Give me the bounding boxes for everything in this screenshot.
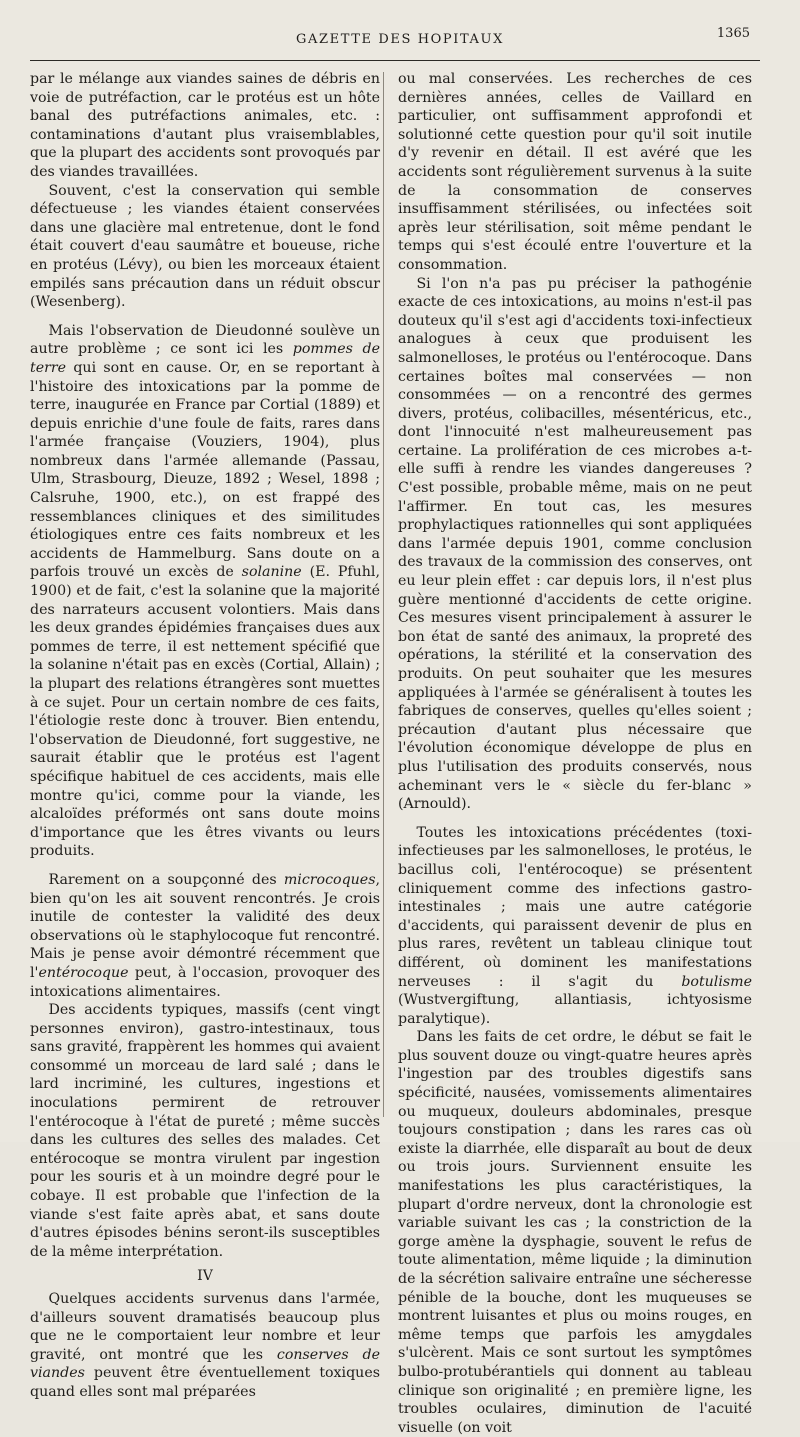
running-title: GAZETTE DES HOPITAUX: [296, 32, 504, 47]
section-heading: IV: [197, 1268, 213, 1285]
paragraph: Rarement on a soupçonné des microcoques, bien qu'on les ait souvent rencontrés. Je crois inutile de contester la validité des deux observations où le staphylocoque fut rencontré. Mais je pense avoir démontré récemment que l'entérocoque peut, à l'occasion, provoquer des intoxications alimentaires.: [30, 871, 380, 1000]
emphasis: pommes de terre: [30, 341, 380, 376]
emphasis: solanine: [241, 564, 302, 581]
paragraph: par le mélange aux viandes saines de débris en voie de putréfaction, car le protéus est un hôte banal des putréfactions animales, etc. : contaminations d'autant plus vraisemblables, que la plupart des accidents sont provoqués par des viandes travaillées.: [30, 71, 380, 180]
column-divider: [383, 72, 384, 1117]
paragraph: Souvent, c'est la conservation qui semble défectueuse ; les viandes étaient conservées dans une glacière mal entretenue, dont le fond était couvert d'eau saumâtre et boueuse, riche en protéus (Lévy), ou bien les morceaux étaient empilés sans précaution dans un réduit obscur (Wesenberg).: [30, 182, 380, 311]
page-number: 1365: [716, 26, 750, 41]
paragraph: Toutes les intoxications précédentes (toxi-infectieuses par les salmonelloses, le protéus, le bacillus coli, l'entérocoque) se présentent cliniquement comme des infections gastro-intestinales ; mais une autre catégorie d'accidents, qui paraissent devenir de plus en plus rares, revêtent un tableau clinique tout différent, où dominent les manifestations nerveuses : il s'agit du botulisme (Wustvergiftung, allantiasis, ichtyosisme paralytique).: [398, 824, 752, 1027]
emphasis: entérocoque: [38, 964, 129, 981]
paragraph: Si l'on n'a pas pu préciser la pathogénie exacte de ces intoxications, au moins n'est-il pas douteux qu'il s'est agi d'accidents toxi-infectieux analogues à ceux que produisent les salmonelloses, le protéus ou l'entérocoque. Dans certaines boîtes mal conservées — non consommées — on a rencontré des germes divers, protéus, colibacilles, mésentéricus, etc., dont l'innocuité n'est malheureusement pas certaine. La prolifération de ces microbes a-t-elle suffi à rendre les viandes dangereuses ? C'est possible, probable même, mais on ne peut l'affirmer. En tout cas, les mesures prophylactiques rationnelles qui sont appliquées dans l'armée depuis 1901, comme conclusion des travaux de la commission des conserves, ont eu leur plein effet : car depuis lors, il n'est plus guère mentionné d'accidents de cette origine. Ces mesures visent principalement à assurer le bon état de santé des animaux, la propreté des opérations, la stérilité et la conservation des produits. On peut souhaiter que les mesures appliquées à l'armée se généralisent à toutes les fabriques de conserves, quelles qu'elles soient ; précaution d'autant plus nécessaire que l'évolution économique développe de plus en plus l'utilisation des produits conservés, nous acheminant vers le « siècle du fer-blanc » (Arnould).: [398, 275, 752, 813]
paragraph: ou mal conservées. Les recherches de ces dernières années, celles de Vaillard en particulier, ont suffisamment approfondi et solutionné cette question pour qu'il soit inutile d'y revenir en détail. Il est avéré que les accidents sont régulièrement survenus à la suite de la consommation de conserves insuffisamment stérilisées, ou infectées soit après leur stérilisation, soit même pendant le temps qui s'est écoulé entre l'ouverture et la consommation.: [398, 71, 752, 273]
paragraph: Mais l'observation de Dieudonné soulève un autre problème ; ce sont ici les pommes de terre qui sont en cause. Or, en se reportant à l'histoire des intoxications par la pomme de terre, inaugurée en France par Cortial (1889) et depuis enrichie d'une foule de faits, rares dans l'armée française (Vouziers, 1904), plus nombreux dans l'armée allemande (Passau, Ulm, Strasbourg, Dieuze, 1892 ; Wesel, 1898 ; Calsruhe, 1900, etc.), on est frappé des ressemblances cliniques et des similitudes étiologiques entre ces faits nombreux et les accidents de Hammelburg. Sans doute on a parfois trouvé un excès de solanine (E. Pfuhl, 1900) et de fait, c'est la solanine que la majorité des narrateurs accusent volontiers. Mais dans les deux grandes épidémies françaises dues aux pommes de terre, il est nettement spécifié que la solanine n'était pas en excès (Cortial, Allain) ; la plupart des relations étrangères sont muettes à ce sujet. Pour un certain nombre de ces faits, l'étiologie reste donc à trouver. Bien entendu, l'observation de Dieudonné, fort suggestive, ne saurait établir que le protéus est l'agent spécifique habituel de ces accidents, mais elle montre qu'ici, comme pour la viande, les alcaloïdes préformés ont sans doute moins d'importance que les êtres vivants ou leurs produits.: [30, 322, 380, 860]
paragraph: Des accidents typiques, massifs (cent vingt personnes environ), gastro-intestinaux, tous sans gravité, frappèrent les hommes qui avaient consommé un morceau de lard salé ; dans le lard incriminé, les cultures, ingestions et inoculations permirent de retrouver l'entérocoque à l'état de pureté ; même succès dans les cultures des selles des malades. Cet entérocoque se montra virulent par ingestion pour les souris et à un moindre degré pour le cobaye. Il est probable que l'infection de la viande s'est faite après abat, et sans doute d'autres épisodes bénins seront-ils susceptibles de la même interprétation.: [30, 1002, 380, 1260]
paragraph: Quelques accidents survenus dans l'armée, d'ailleurs souvent dramatisés beaucoup plus que ne le comportaient leur nombre et leur gravité, ont montré que les conserves de viandes peuvent être éventuellement toxiques quand elles sont mal préparées: [30, 1291, 380, 1400]
paragraph: Dans les faits de cet ordre, le début se fait le plus souvent douze ou vingt-quatre heures après l'ingestion par des troubles digestifs sans spécificité, nausées, vomissements alimentaires ou muqueux, douleurs abdominales, presque toujours constipation ; dans les rares cas où existe la diarrhée, elle disparaît au bout de deux ou trois jours. Surviennent ensuite les manifestations les plus caractéristiques, la plupart d'ordre nerveux, dont la chronologie est variable suivant les cas ; la constriction de la gorge amène la dysphagie, souvent le refus de toute alimentation, même liquide ; la diminution de la sécrétion salivaire entraîne une sécheresse pénible de la bouche, dont les muqueuses se montrent luisantes et plus ou moins rouges, en même temps que parfois les amygdales s'ulcèrent. Mais ce sont surtout les symptômes bulbo-protubérantiels qui donnent au tableau clinique son originalité ; en première ligne, les troubles oculaires, diminution de l'acuité visuelle (on voit: [398, 1029, 752, 1436]
emphasis: botulisme: [681, 973, 752, 990]
page-header: [0, 22, 800, 52]
emphasis: conserves de viandes: [30, 1346, 380, 1382]
emphasis: microcoques: [283, 871, 376, 888]
right-column: [398, 70, 752, 1437]
header-rule: [30, 60, 760, 61]
left-column: [30, 70, 380, 1402]
